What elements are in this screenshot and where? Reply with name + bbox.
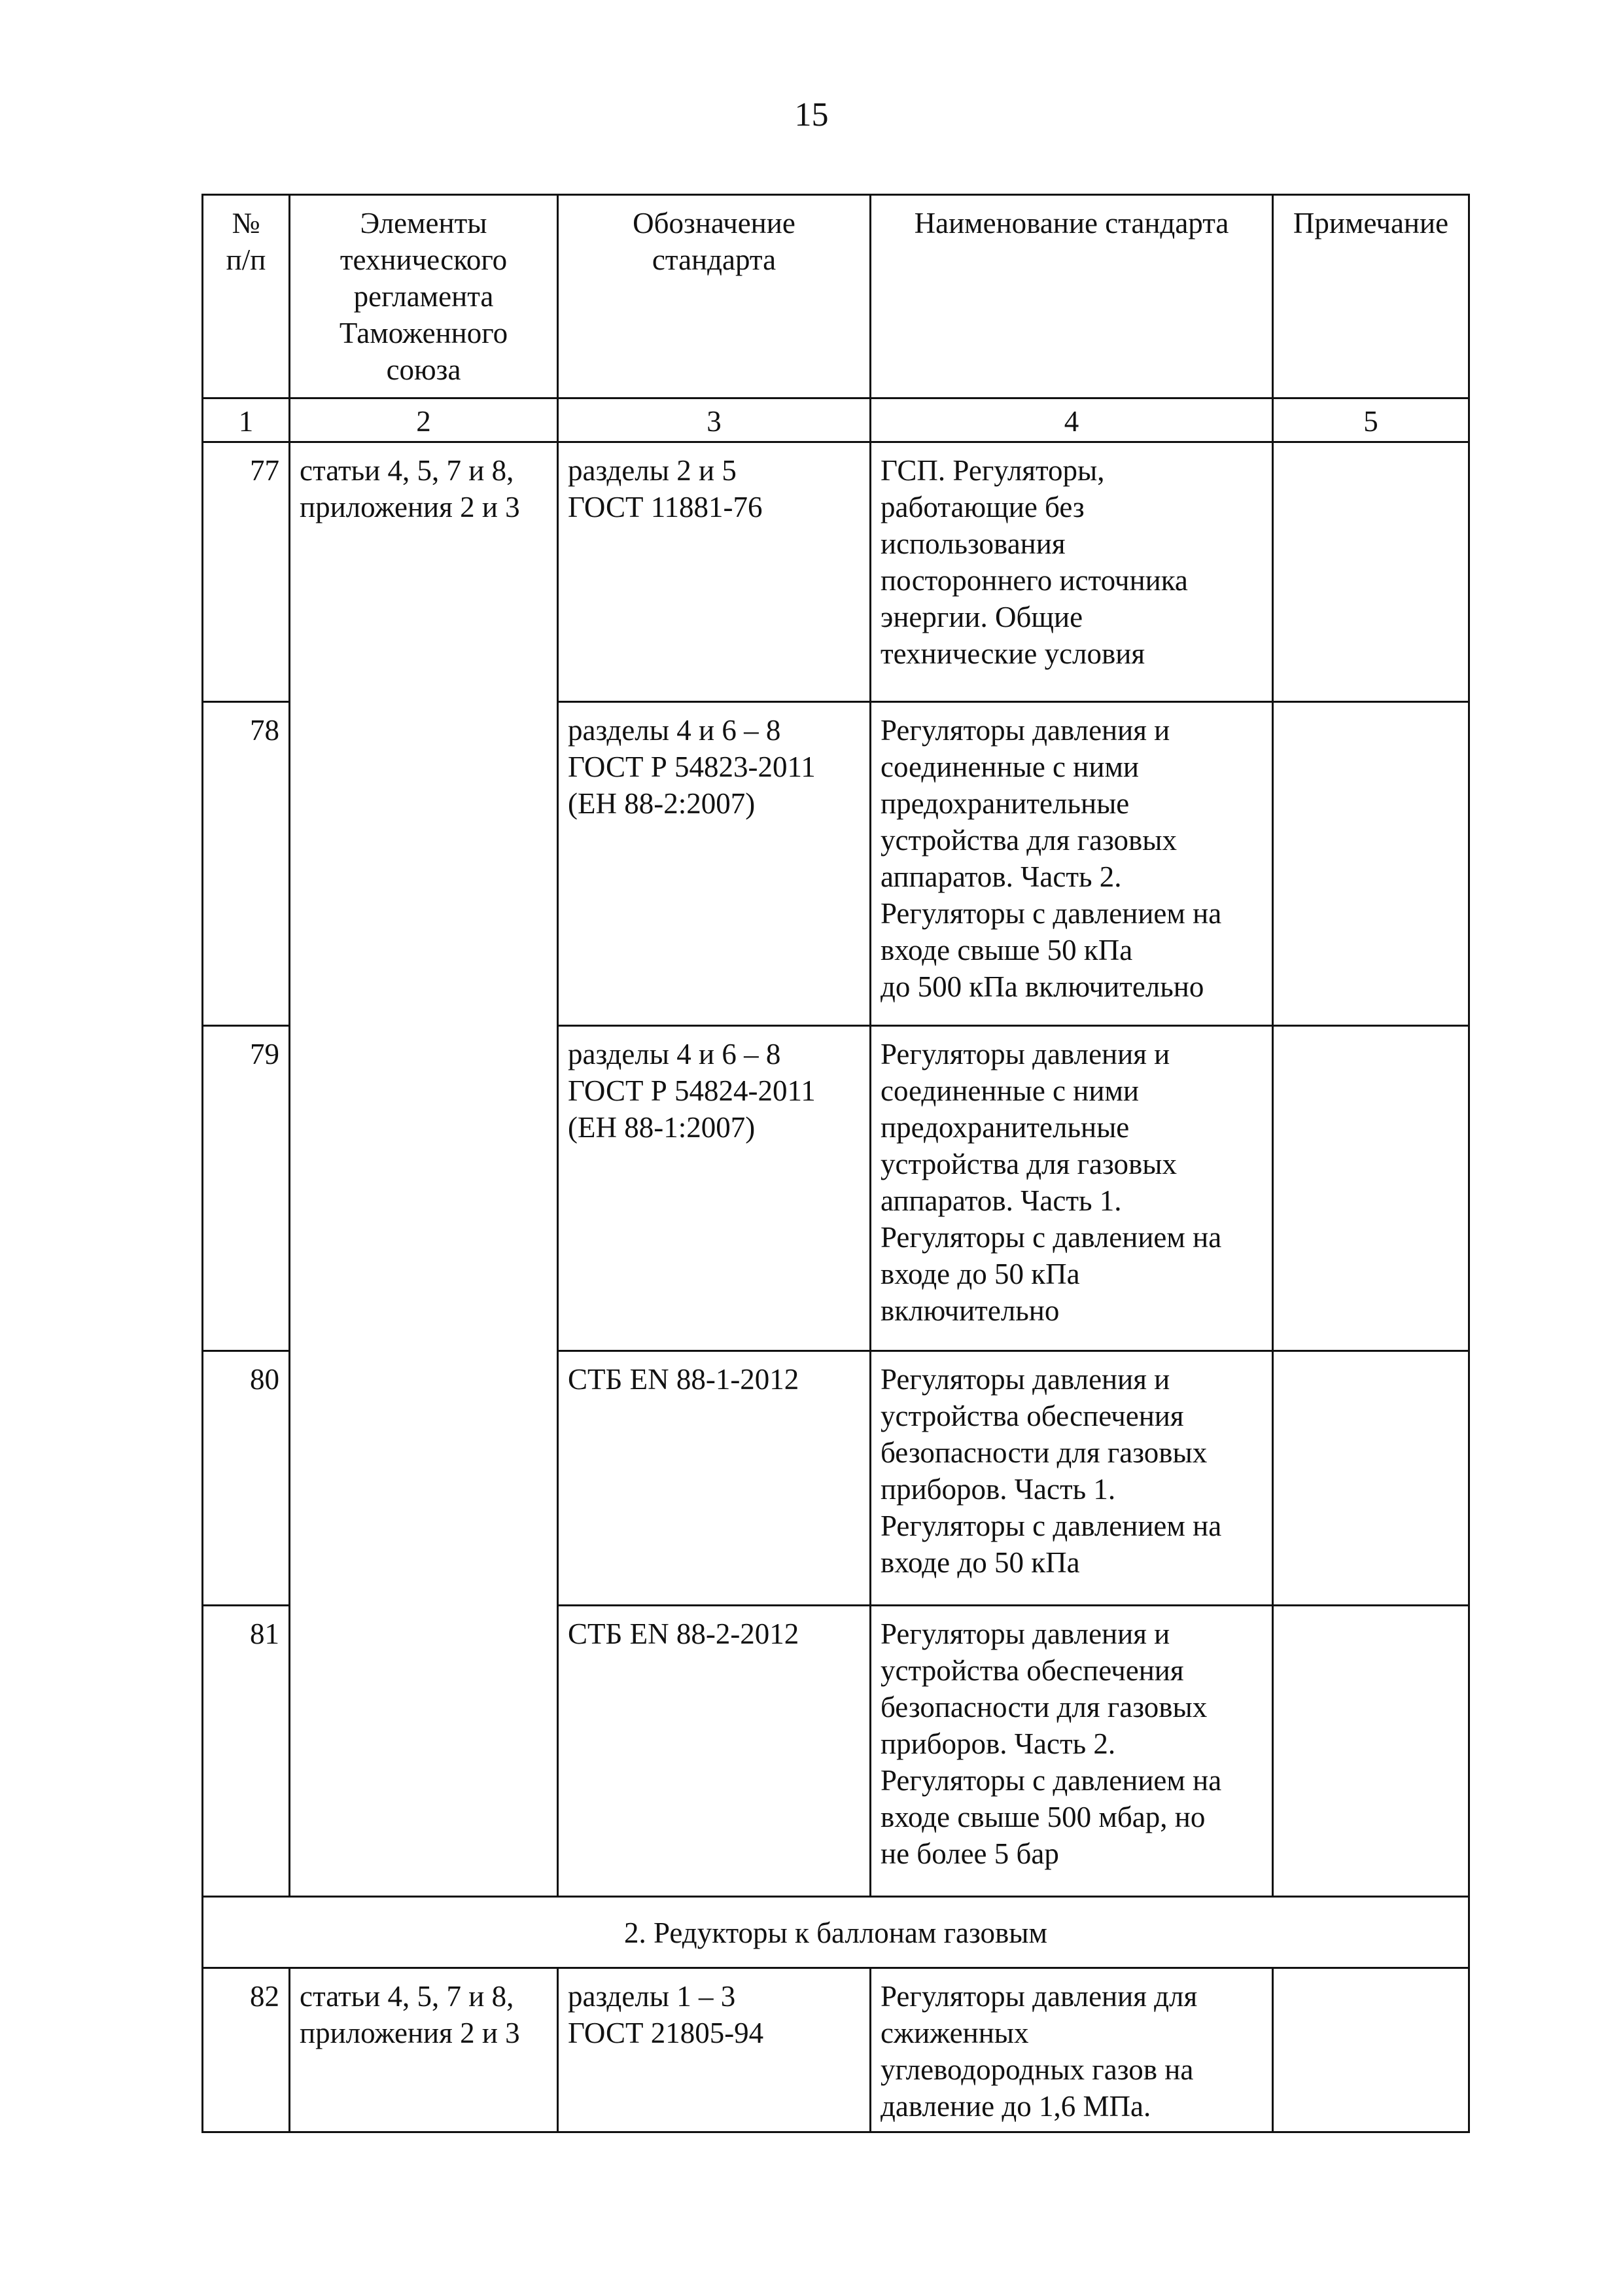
section-title: 2. Редукторы к баллонам газовым [203, 1897, 1469, 1968]
header-elements: Элементы технического регламента Таможенного союза [290, 195, 558, 398]
header-note: Примечание [1273, 195, 1469, 398]
row-standard-name: Регуляторы давления для сжиженных углеводородных газов на давление до 1,6 МПа. [871, 1968, 1273, 2132]
row-designation: разделы 4 и 6 – 8 ГОСТ Р 54823-2011 (ЕН 88-2:2007) [558, 702, 871, 1026]
column-number-row [203, 398, 1469, 442]
row-number: 78 [203, 702, 290, 1026]
table-row [203, 442, 1469, 702]
column-number: 3 [558, 398, 871, 442]
row-elements: статьи 4, 5, 7 и 8, приложения 2 и 3 [290, 442, 558, 1897]
row-note [1273, 1026, 1469, 1351]
row-standard-name: Регуляторы давления и устройства обеспечения безопасности для газовых приборов. Часть 1. Регуляторы с давлением на входе до 50 кПа [871, 1351, 1273, 1606]
standards-table [201, 194, 1470, 2133]
row-designation: разделы 2 и 5 ГОСТ 11881-76 [558, 442, 871, 702]
column-number: 2 [290, 398, 558, 442]
row-number: 77 [203, 442, 290, 702]
page-number: 15 [794, 96, 829, 133]
row-standard-name: ГСП. Регуляторы, работающие без использования постороннего источника энергии. Общие технические условия [871, 442, 1273, 702]
header-standard-name: Наименование стандарта [871, 195, 1273, 398]
row-designation: разделы 4 и 6 – 8 ГОСТ Р 54824-2011 (ЕН 88-1:2007) [558, 1026, 871, 1351]
row-designation: СТБ EN 88-1-2012 [558, 1351, 871, 1606]
row-designation: СТБ EN 88-2-2012 [558, 1606, 871, 1897]
row-note [1273, 702, 1469, 1026]
row-standard-name: Регуляторы давления и соединенные с ними предохранительные устройства для газовых аппаратов. Часть 2. Регуляторы с давлением на входе свыше 50 кПа до 500 кПа включительно [871, 702, 1273, 1026]
column-number: 4 [871, 398, 1273, 442]
row-elements: статьи 4, 5, 7 и 8, приложения 2 и 3 [290, 1968, 558, 2132]
row-note [1273, 442, 1469, 702]
row-number: 82 [203, 1968, 290, 2132]
row-note [1273, 1968, 1469, 2132]
row-note [1273, 1606, 1469, 1897]
row-standard-name: Регуляторы давления и устройства обеспечения безопасности для газовых приборов. Часть 2. Регуляторы с давлением на входе свыше 500 мбар, но не более 5 бар [871, 1606, 1273, 1897]
row-designation: разделы 1 – 3 ГОСТ 21805-94 [558, 1968, 871, 2132]
row-number: 80 [203, 1351, 290, 1606]
row-standard-name: Регуляторы давления и соединенные с ними предохранительные устройства для газовых аппаратов. Часть 1. Регуляторы с давлением на входе до 50 кПа включительно [871, 1026, 1273, 1351]
header-row [203, 195, 1469, 398]
row-number: 79 [203, 1026, 290, 1351]
row-note [1273, 1351, 1469, 1606]
column-number: 5 [1273, 398, 1469, 442]
column-number: 1 [203, 398, 290, 442]
header-number: № п/п [203, 195, 290, 398]
header-designation: Обозначение стандарта [558, 195, 871, 398]
table-row [203, 1968, 1469, 2132]
section-row [203, 1897, 1469, 1968]
row-number: 81 [203, 1606, 290, 1897]
